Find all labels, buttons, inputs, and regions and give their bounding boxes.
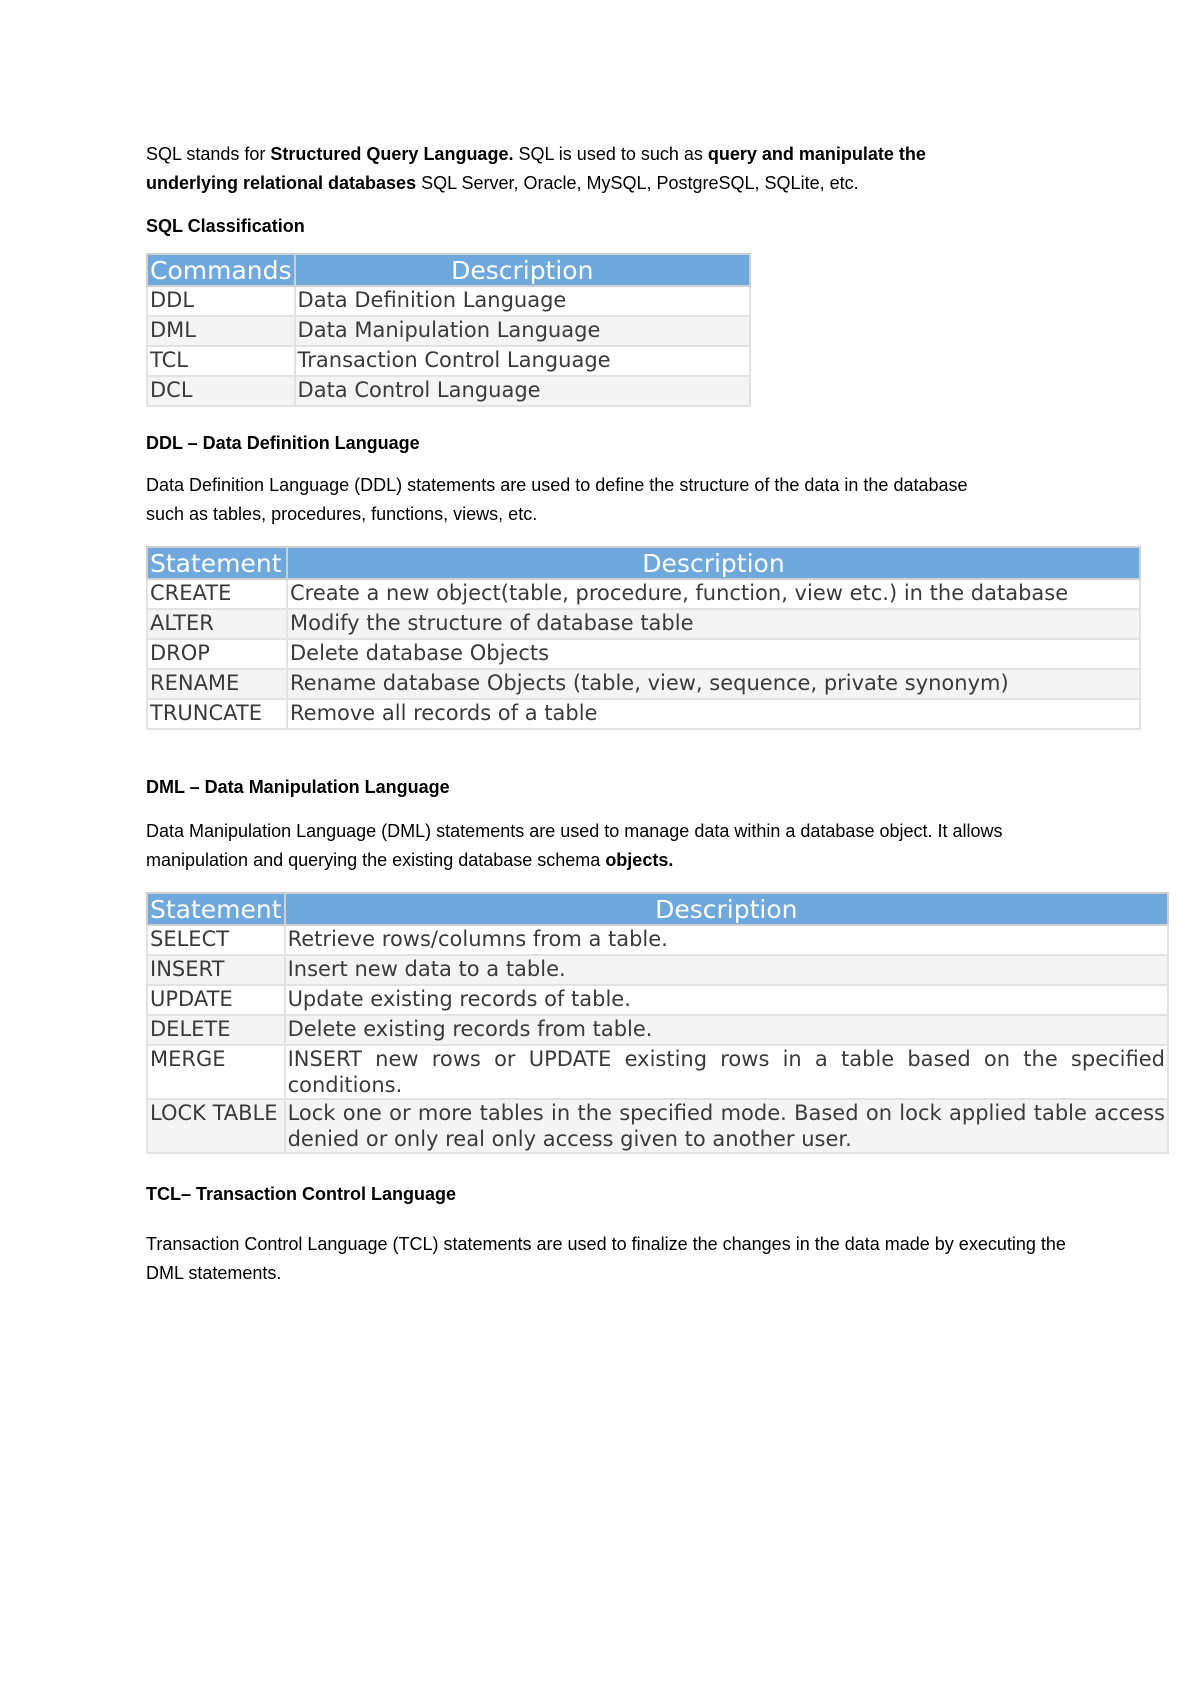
table-row: [147, 286, 750, 316]
description-cell: Data Manipulation Language: [295, 316, 750, 346]
ddl-table: [146, 546, 1141, 730]
ddl-heading: DDL – Data Definition Language: [146, 433, 420, 453]
description-cell: Data Control Language: [295, 376, 750, 406]
statement-cell: DELETE: [147, 1015, 285, 1045]
description-cell: Retrieve rows/columns from a table.: [285, 925, 1168, 955]
document-page: [146, 140, 1166, 1288]
table-row: [147, 955, 1168, 985]
dml-heading: DML – Data Manipulation Language: [146, 777, 450, 797]
description-cell: Rename database Objects (table, view, sequence, private synonym): [287, 669, 1140, 699]
description-cell: Delete database Objects: [287, 639, 1140, 669]
intro-paragraph: [146, 140, 1006, 198]
description-cell: Delete existing records from table.: [285, 1015, 1168, 1045]
tcl-paragraph: Transaction Control Language (TCL) statements are used to finalize the changes in the data made by executing the DML statements.: [146, 1234, 1066, 1283]
statement-cell: SELECT: [147, 925, 285, 955]
dml-paragraph: [146, 817, 1046, 875]
statement-cell: INSERT: [147, 955, 285, 985]
statement-cell: LOCK TABLE: [147, 1099, 285, 1153]
table-row: [147, 609, 1140, 639]
description-cell: Modify the structure of database table: [287, 609, 1140, 639]
dml-table: [146, 892, 1169, 1154]
table-row: [147, 639, 1140, 669]
ddl-paragraph: Data Definition Language (DDL) statements are used to define the structure of the data in the database such as tables, procedures, functions, views, etc.: [146, 475, 968, 524]
description-cell: Remove all records of a table: [287, 699, 1140, 729]
intro-text-3: SQL Server, Oracle, MySQL, PostgreSQL, SQLite, etc.: [416, 173, 859, 193]
table-row: [147, 1045, 1168, 1099]
statement-cell: ALTER: [147, 609, 287, 639]
description-cell: Create a new object(table, procedure, function, view etc.) in the database: [287, 579, 1140, 609]
column-header-description: Description: [285, 893, 1168, 925]
table-row: [147, 376, 750, 406]
column-header-statement: Statement: [147, 893, 285, 925]
statement-cell: CREATE: [147, 579, 287, 609]
statement-cell: RENAME: [147, 669, 287, 699]
intro-text-1: SQL stands for: [146, 144, 271, 164]
statement-cell: MERGE: [147, 1045, 285, 1099]
description-cell: Transaction Control Language: [295, 346, 750, 376]
table-row: [147, 699, 1140, 729]
table-row: [147, 669, 1140, 699]
statement-cell: UPDATE: [147, 985, 285, 1015]
intro-bold-1: Structured Query Language.: [270, 144, 514, 164]
command-cell: DCL: [147, 376, 295, 406]
column-header-description: Description: [287, 547, 1140, 579]
table-row: [147, 1015, 1168, 1045]
table-row: [147, 985, 1168, 1015]
intro-text-2: SQL is used to such as: [513, 144, 708, 164]
statement-cell: DROP: [147, 639, 287, 669]
table-row: [147, 346, 750, 376]
description-cell: Update existing records of table.: [285, 985, 1168, 1015]
tcl-heading: TCL– Transaction Control Language: [146, 1184, 457, 1204]
table-header-row: [147, 547, 1140, 579]
dml-text-bold: objects.: [605, 850, 674, 870]
classification-heading: SQL Classification: [146, 216, 305, 236]
table-header-row: [147, 893, 1168, 925]
table-row: [147, 925, 1168, 955]
column-header-description: Description: [295, 254, 750, 286]
command-cell: DML: [147, 316, 295, 346]
statement-cell: TRUNCATE: [147, 699, 287, 729]
description-cell: Insert new data to a table.: [285, 955, 1168, 985]
column-header-commands: Commands: [147, 254, 295, 286]
description-cell: Data Definition Language: [295, 286, 750, 316]
command-cell: TCL: [147, 346, 295, 376]
description-cell: Lock one or more tables in the specified mode. Based on lock applied table access denied or only real only access given to another user.: [285, 1099, 1168, 1153]
dml-text: Data Manipulation Language (DML) statements are used to manage data within a database object. It allows manipulation and querying the existing database schema: [146, 821, 1003, 870]
table-row: [147, 579, 1140, 609]
intro-bold-2: query and manipulate the underlying relational databases: [146, 144, 926, 193]
classification-table: [146, 253, 751, 407]
table-row: [147, 1099, 1168, 1153]
table-row: [147, 316, 750, 346]
column-header-statement: Statement: [147, 547, 287, 579]
description-cell: INSERT new rows or UPDATE existing rows in a table based on the specified conditions.: [285, 1045, 1168, 1099]
table-header-row: [147, 254, 750, 286]
command-cell: DDL: [147, 286, 295, 316]
